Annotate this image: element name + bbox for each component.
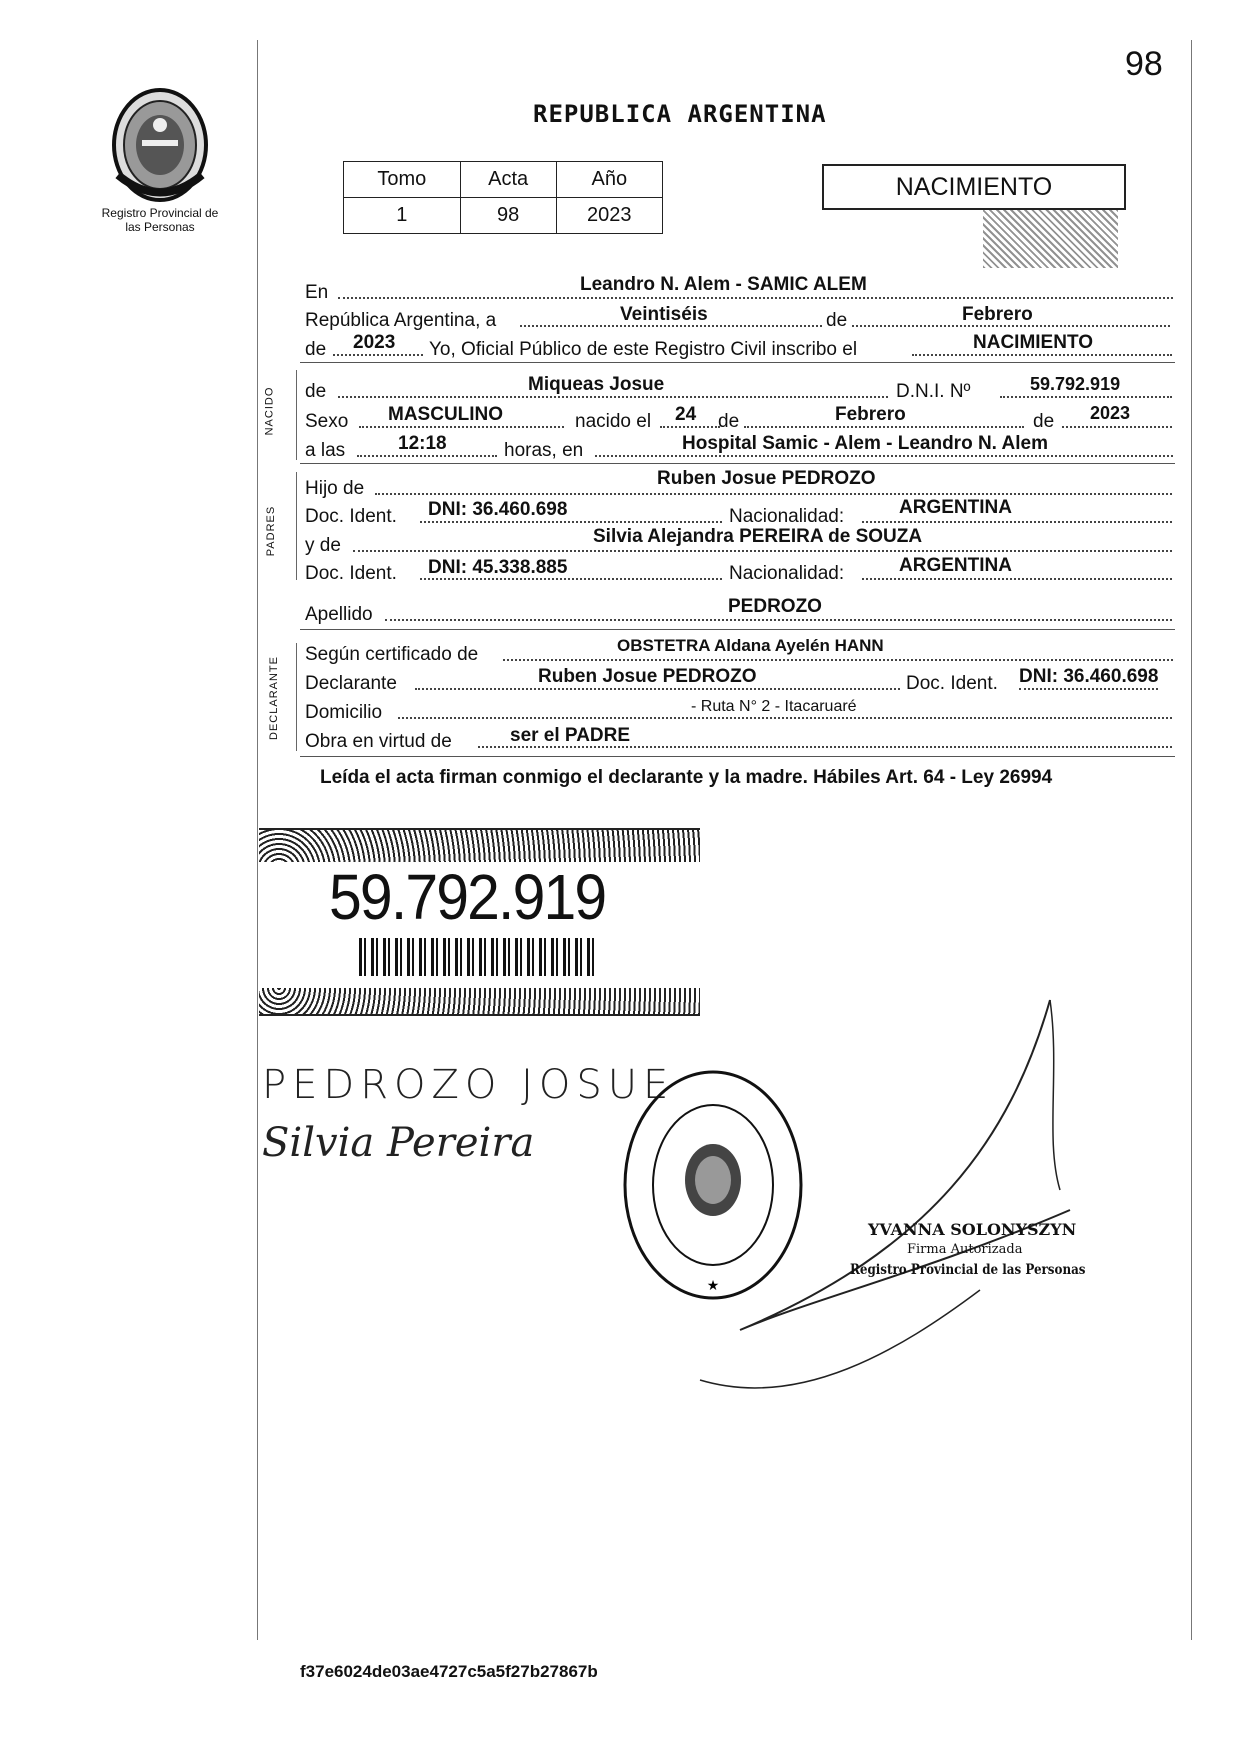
place-dots	[595, 455, 1173, 457]
padres-section-label: PADRES	[265, 505, 278, 557]
divider-line	[300, 756, 1175, 757]
father-nat-label: Nacionalidad:	[729, 506, 845, 527]
table-value-acta: 98	[460, 198, 556, 234]
cert-value: OBSTETRA Aldana Ayelén HANN	[617, 636, 884, 655]
en-label: En	[305, 282, 329, 303]
provincial-logo	[108, 85, 212, 205]
nacido-el-label: nacido el	[575, 411, 652, 432]
place-value: Hospital Samic - Alem - Leandro N. Alem	[682, 433, 1049, 454]
official-pen-signature	[680, 990, 1110, 1410]
month-value: Febrero	[962, 304, 1033, 325]
dom-value: - Ruta N° 2 - Itacaruaré	[691, 698, 857, 715]
en-value: Leandro N. Alem - SAMIC ALEM	[580, 274, 867, 295]
father-nat-value: ARGENTINA	[899, 497, 1012, 518]
divider-line	[300, 463, 1175, 464]
father-doc-value: DNI: 36.460.698	[428, 499, 568, 520]
document-hash: f37e6024de03ae4727c5a5f27b27867b	[300, 1662, 598, 1681]
horas-label: horas, en	[504, 440, 584, 461]
acta-table	[343, 161, 663, 234]
de-label: de	[823, 310, 850, 332]
birth-month-value: Febrero	[835, 404, 906, 425]
time-value: 12:18	[398, 433, 447, 454]
stamp-number: 59.792.919	[329, 861, 606, 933]
father-doc-label: Doc. Ident.	[305, 506, 397, 527]
table-value-tomo: 1	[344, 198, 461, 234]
dni-dots	[1000, 396, 1172, 398]
table-value-ano: 2023	[556, 198, 662, 234]
cert-label: Según certificado de	[305, 644, 479, 665]
yde-label: y de	[305, 535, 341, 556]
event-dots	[912, 354, 1172, 356]
decl-label: Declarante	[305, 673, 397, 694]
alas-label: a las	[305, 440, 346, 461]
decl-doc-label: Doc. Ident.	[906, 673, 998, 694]
day-value: Veintiséis	[620, 304, 708, 325]
official-name: YVANNA SOLONYSZYN	[868, 1220, 1077, 1239]
document-type-label: NACIMIENTO	[895, 173, 1053, 201]
right-margin-line	[1191, 40, 1192, 1640]
security-hologram	[983, 210, 1118, 268]
year-value: 2023	[353, 332, 396, 353]
divider-line	[300, 629, 1175, 630]
cert-dots	[503, 659, 1173, 661]
birth-year-dots	[1062, 426, 1172, 428]
father-name-value: Ruben Josue PEDROZO	[657, 468, 876, 489]
nacido-bracket	[296, 370, 303, 460]
name-dots	[338, 396, 888, 398]
child-dni-value: 59.792.919	[1030, 374, 1121, 394]
nacido-de2-label: de	[718, 411, 740, 432]
mother-dots	[353, 550, 1172, 552]
dom-label: Domicilio	[305, 702, 383, 723]
event-value: NACIMIENTO	[973, 332, 1093, 353]
mother-nat-dots	[862, 578, 1172, 580]
padres-bracket	[296, 472, 303, 580]
en-dots	[338, 297, 1173, 299]
declarante-section-label: DECLARANTE	[267, 656, 280, 740]
hijo-label: Hijo de	[305, 478, 365, 499]
sexo-label: Sexo	[305, 411, 349, 432]
nacido-de3-label: de	[1030, 411, 1057, 433]
table-header-ano: Año	[556, 162, 662, 198]
left-margin-line	[257, 40, 258, 1640]
father-dots	[375, 493, 1172, 495]
page-number: 98	[1125, 45, 1163, 83]
svg-text:★: ★	[706, 1278, 720, 1294]
apellido-value: PEDROZO	[728, 596, 822, 617]
birth-day-dots	[660, 426, 720, 428]
father-nat-dots	[862, 521, 1172, 523]
sexo-value: MASCULINO	[388, 404, 504, 425]
logo-caption: Registro Provincial de las Personas	[101, 206, 219, 234]
mother-doc-value: DNI: 45.338.885	[428, 557, 568, 578]
official-title: Firma Autorizada	[907, 1242, 1023, 1257]
dni-label: D.N.I. Nº	[896, 381, 971, 402]
nacido-section-label: NACIDO	[263, 386, 276, 436]
yo-text: Yo, Oficial Público de este Registro Civil inscribo el	[429, 339, 858, 360]
mother-doc-label: Doc. Ident.	[305, 563, 397, 584]
table-header-acta: Acta	[460, 162, 556, 198]
obra-value: ser el PADRE	[510, 725, 631, 746]
declarante-bracket	[296, 643, 303, 751]
decl-dots	[415, 688, 900, 690]
divider-line	[300, 362, 1175, 363]
child-name-value: Miqueas Josue	[528, 374, 665, 395]
barcode	[359, 938, 599, 976]
republica-label: República Argentina, a	[305, 310, 497, 331]
decl-value: Ruben Josue PEDROZO	[538, 666, 757, 687]
apellido-dots	[385, 619, 1172, 621]
de2-label: de	[305, 339, 327, 360]
sexo-dots	[359, 426, 564, 428]
closing-text: Leída el acta firman conmigo el declarante y la madre. Hábiles Art. 64 - Ley 26994	[320, 767, 1053, 788]
handwritten-name: PEDROZO JOSUE	[262, 1062, 675, 1108]
birth-month-dots	[744, 426, 1024, 428]
nacido-de-label: de	[305, 381, 327, 402]
official-office: Registro Provincial de las Personas	[850, 1262, 1086, 1278]
handwritten-signature: Silvia Pereira	[262, 1120, 535, 1166]
birth-year-value: 2023	[1090, 403, 1131, 423]
dom-dots	[398, 717, 1172, 719]
year-dots	[333, 354, 423, 356]
page-title: REPUBLICA ARGENTINA	[533, 100, 827, 128]
obra-label: Obra en virtud de	[305, 731, 452, 752]
father-doc-dots	[420, 521, 722, 523]
birth-day-value: 24	[675, 404, 697, 425]
time-dots	[357, 455, 497, 457]
mother-nat-value: ARGENTINA	[899, 555, 1012, 576]
stamp-pattern-top	[259, 828, 700, 862]
mother-nat-label: Nacionalidad:	[729, 563, 845, 584]
provincial-seal-icon	[108, 85, 212, 205]
dni-stamp	[259, 828, 700, 1014]
document-type-box	[822, 164, 1126, 210]
table-header-tomo: Tomo	[344, 162, 461, 198]
stamp-pattern-bottom	[259, 988, 700, 1016]
mother-name-value: Silvia Alejandra PEREIRA de SOUZA	[593, 526, 923, 547]
apellido-label: Apellido	[305, 604, 373, 625]
decl-doc-value: DNI: 36.460.698	[1019, 666, 1158, 690]
